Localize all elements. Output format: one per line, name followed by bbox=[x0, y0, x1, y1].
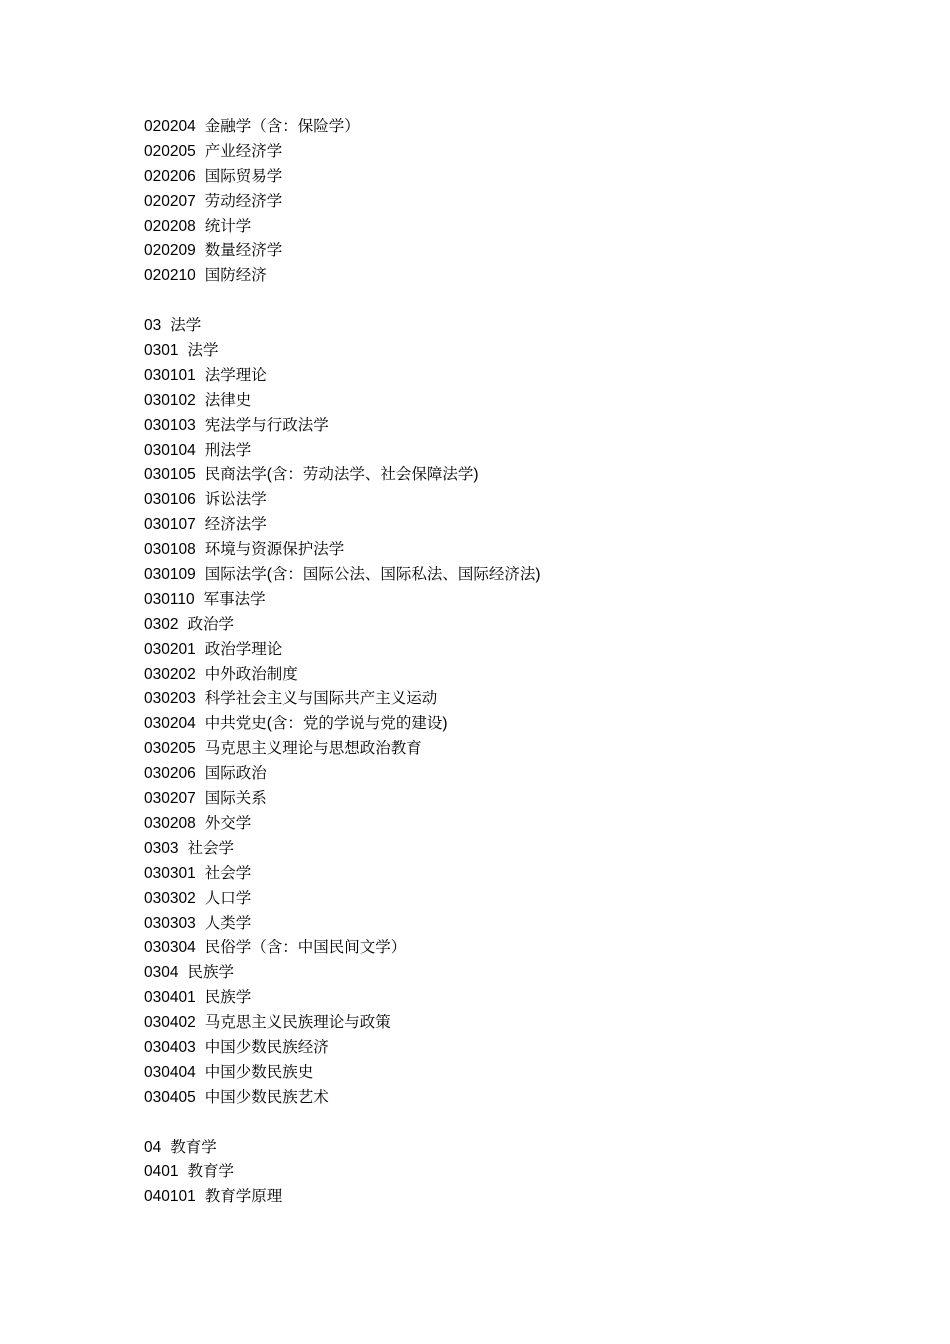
list-item bbox=[144, 264, 844, 289]
list-item bbox=[144, 687, 844, 712]
discipline-code: 0302 bbox=[144, 615, 179, 633]
discipline-name: 教育学 bbox=[187, 1163, 234, 1181]
discipline-code: 020204 bbox=[144, 118, 196, 135]
discipline-name: 统计学 bbox=[204, 217, 252, 235]
discipline-name: 社会学 bbox=[187, 839, 234, 857]
discipline-code: 030206 bbox=[144, 765, 196, 783]
discipline-name: 中国少数民族史 bbox=[204, 1063, 314, 1081]
discipline-name: 经济法学 bbox=[204, 516, 267, 534]
discipline-code: 030202 bbox=[144, 665, 196, 683]
list-item bbox=[144, 339, 844, 364]
discipline-code: 0301 bbox=[144, 342, 179, 360]
list-item bbox=[144, 887, 844, 912]
discipline-code: 030405 bbox=[144, 1088, 196, 1106]
discipline-code: 020205 bbox=[144, 142, 196, 160]
discipline-name: 政治学 bbox=[187, 615, 234, 633]
discipline-name: 社会学 bbox=[204, 864, 252, 882]
discipline-name: 中国少数民族艺术 bbox=[204, 1088, 329, 1106]
discipline-name: 宪法学与行政法学 bbox=[204, 416, 329, 434]
list-item bbox=[144, 190, 844, 215]
discipline-code: 020210 bbox=[144, 267, 196, 285]
discipline-name: 产业经济学 bbox=[204, 142, 283, 160]
list-item bbox=[144, 1136, 844, 1161]
discipline-name: 中共党史(含：党的学说与党的建设) bbox=[204, 715, 448, 733]
discipline-name: 人口学 bbox=[204, 889, 252, 907]
discipline-code: 030106 bbox=[144, 491, 196, 509]
list-item bbox=[144, 115, 844, 140]
list-item bbox=[144, 389, 844, 414]
blank-line bbox=[144, 1111, 844, 1136]
discipline-code: 020206 bbox=[144, 167, 196, 185]
discipline-code: 030301 bbox=[144, 864, 196, 882]
discipline-code: 03 bbox=[144, 317, 162, 335]
list-item bbox=[144, 1011, 844, 1036]
discipline-name: 法学 bbox=[187, 342, 219, 360]
list-item bbox=[144, 215, 844, 240]
list-item bbox=[144, 837, 844, 862]
list-item bbox=[144, 762, 844, 787]
discipline-code: 04 bbox=[144, 1138, 162, 1156]
discipline-code: 020208 bbox=[144, 217, 196, 235]
list-item bbox=[144, 712, 844, 737]
discipline-code: 030109 bbox=[144, 566, 196, 584]
discipline-code: 030107 bbox=[144, 516, 196, 534]
discipline-name: 法律史 bbox=[204, 391, 252, 409]
list-item bbox=[144, 439, 844, 464]
list-item bbox=[144, 1036, 844, 1061]
list-item bbox=[144, 812, 844, 837]
list-item bbox=[144, 986, 844, 1011]
discipline-name: 民商法学(含：劳动法学、社会保障法学) bbox=[204, 466, 479, 484]
list-item bbox=[144, 936, 844, 961]
list-item bbox=[144, 912, 844, 937]
list-item bbox=[144, 663, 844, 688]
discipline-name: 教育学 bbox=[170, 1138, 217, 1156]
discipline-name: 法学理论 bbox=[204, 366, 267, 384]
list-item bbox=[144, 364, 844, 389]
list-item bbox=[144, 488, 844, 513]
discipline-code: 030302 bbox=[144, 889, 196, 907]
discipline-code: 030203 bbox=[144, 690, 196, 708]
list-item bbox=[144, 239, 844, 264]
discipline-code: 030205 bbox=[144, 740, 196, 758]
discipline-name: 数量经济学 bbox=[204, 242, 283, 260]
discipline-code: 030105 bbox=[144, 466, 196, 484]
discipline-name: 国际政治 bbox=[204, 765, 267, 783]
discipline-name: 诉讼法学 bbox=[204, 491, 267, 509]
list-item bbox=[144, 1086, 844, 1111]
list-item bbox=[144, 961, 844, 986]
discipline-name: 民族学 bbox=[187, 964, 234, 982]
discipline-name: 国防经济 bbox=[204, 267, 267, 285]
list-item bbox=[144, 563, 844, 588]
discipline-code: 040101 bbox=[144, 1188, 196, 1206]
discipline-code: 030403 bbox=[144, 1038, 196, 1056]
list-item bbox=[144, 1185, 844, 1210]
list-item bbox=[144, 314, 844, 339]
discipline-code: 030401 bbox=[144, 989, 196, 1007]
discipline-code: 030402 bbox=[144, 1014, 196, 1032]
discipline-code: 030201 bbox=[144, 640, 196, 658]
discipline-code: 020207 bbox=[144, 192, 196, 210]
discipline-name: 国际关系 bbox=[204, 790, 267, 808]
list-item bbox=[144, 862, 844, 887]
discipline-name: 刑法学 bbox=[204, 441, 252, 459]
list-item bbox=[144, 463, 844, 488]
list-item bbox=[144, 165, 844, 190]
discipline-code: 0303 bbox=[144, 839, 179, 857]
discipline-name: 环境与资源保护法学 bbox=[204, 541, 345, 559]
list-item bbox=[144, 787, 844, 812]
discipline-code: 0401 bbox=[144, 1163, 179, 1181]
list-item bbox=[144, 737, 844, 762]
discipline-name: 民族学 bbox=[204, 989, 252, 1007]
discipline-name: 马克思主义理论与思想政治教育 bbox=[204, 740, 422, 758]
discipline-code: 020209 bbox=[144, 242, 196, 260]
discipline-code-list bbox=[144, 115, 844, 1210]
list-item bbox=[144, 613, 844, 638]
discipline-code: 030108 bbox=[144, 541, 196, 559]
list-item bbox=[144, 414, 844, 439]
discipline-code: 030101 bbox=[144, 366, 196, 384]
discipline-name: 国际法学(含：国际公法、国际私法、国际经济法) bbox=[204, 566, 541, 584]
list-item bbox=[144, 588, 844, 613]
discipline-code: 030404 bbox=[144, 1063, 196, 1081]
list-item bbox=[144, 513, 844, 538]
discipline-code: 030102 bbox=[144, 391, 196, 409]
list-item bbox=[144, 1061, 844, 1086]
list-item bbox=[144, 1160, 844, 1185]
discipline-name: 教育学原理 bbox=[204, 1188, 283, 1206]
discipline-name: 民俗学（含：中国民间文学） bbox=[204, 939, 407, 957]
discipline-code: 030104 bbox=[144, 441, 196, 459]
discipline-name: 马克思主义民族理论与政策 bbox=[204, 1014, 391, 1032]
list-item bbox=[144, 140, 844, 165]
discipline-name: 劳动经济学 bbox=[204, 192, 283, 210]
list-item bbox=[144, 538, 844, 563]
blank-line bbox=[144, 289, 844, 314]
discipline-code: 030208 bbox=[144, 814, 196, 832]
discipline-code: 030207 bbox=[144, 790, 196, 808]
discipline-name: 科学社会主义与国际共产主义运动 bbox=[204, 690, 438, 708]
discipline-code: 030303 bbox=[144, 914, 196, 932]
discipline-name: 政治学理论 bbox=[204, 640, 283, 658]
discipline-code: 030204 bbox=[144, 715, 196, 733]
discipline-name: 金融学（含：保险学） bbox=[204, 118, 360, 135]
discipline-code: 030110 bbox=[144, 590, 195, 608]
discipline-name: 法学 bbox=[170, 317, 202, 335]
discipline-name: 中国少数民族经济 bbox=[204, 1038, 329, 1056]
discipline-name: 外交学 bbox=[204, 814, 252, 832]
discipline-code: 030103 bbox=[144, 416, 196, 434]
discipline-name: 中外政治制度 bbox=[204, 665, 298, 683]
discipline-code: 030304 bbox=[144, 939, 196, 957]
discipline-code: 0304 bbox=[144, 964, 179, 982]
list-item bbox=[144, 638, 844, 663]
discipline-name: 国际贸易学 bbox=[204, 167, 283, 185]
discipline-name: 人类学 bbox=[204, 914, 252, 932]
discipline-name: 军事法学 bbox=[203, 590, 266, 608]
